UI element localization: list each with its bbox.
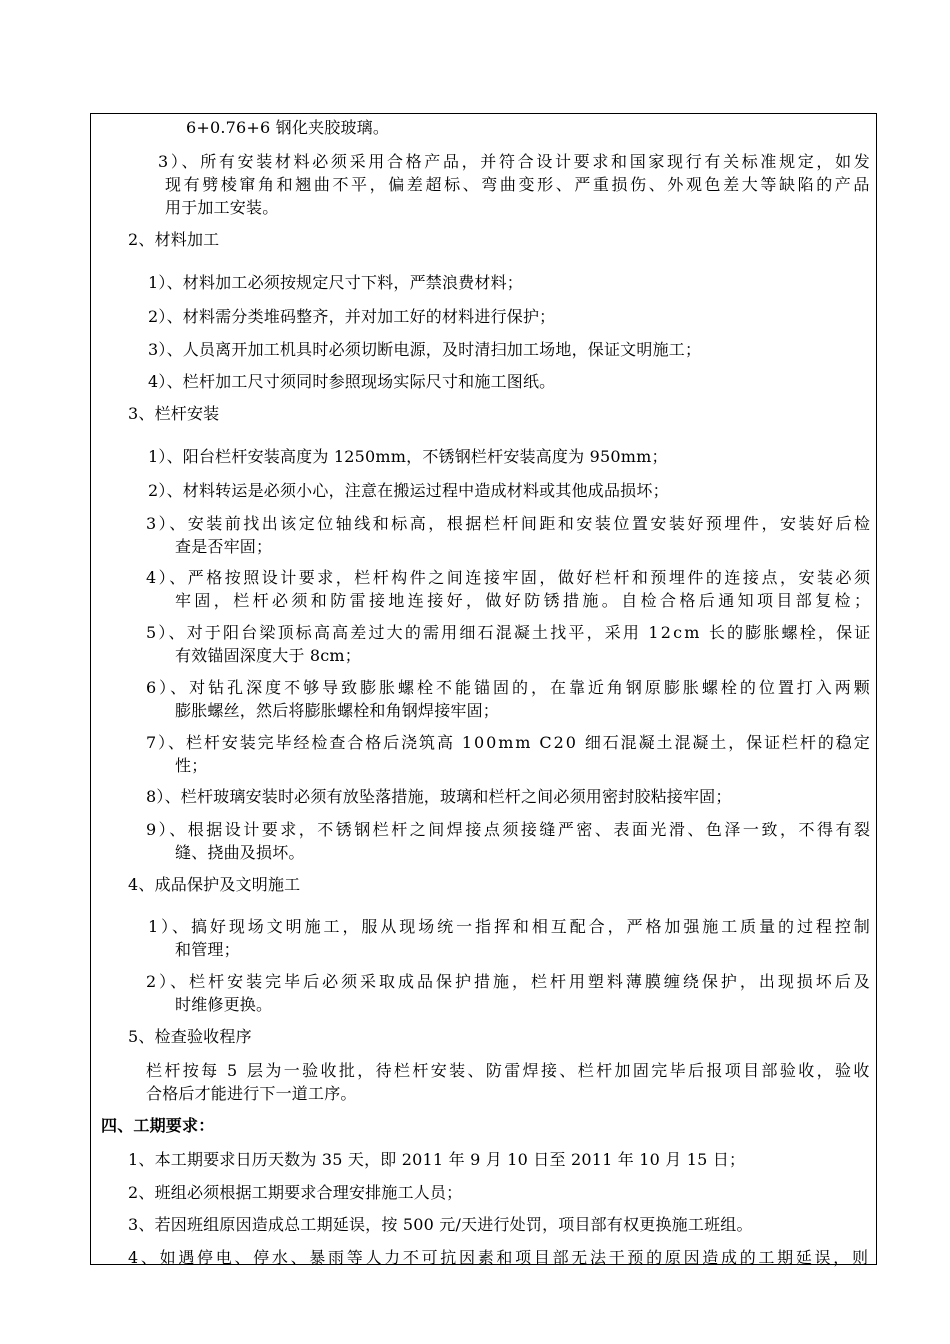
text-line: 用于加工安装。 (165, 198, 279, 217)
text-line: 栏杆按每 5 层为一验收批，待栏杆安装、防雷焊接、栏杆加固完毕后报项目部验收，验收 (146, 1061, 872, 1080)
text-line: 7）、栏杆安装完毕经检查合格后浇筑高 100mm C20 细石混凝土混凝土，保证栏杆的稳定 (146, 733, 872, 752)
text-line: 3、若因班组原因造成总工期延误，按 500 元/天进行处罚，项目部有权更换施工班组。 (128, 1215, 753, 1234)
text-line: 2）、栏杆安装完毕后必须采取成品保护措施，栏杆用塑料薄膜缠绕保护，出现损坏后及 (146, 972, 873, 991)
text-line: 3）、人员离开加工机具时必须切断电源，及时清扫加工场地，保证文明施工； (148, 340, 702, 359)
text-line: 3）、所有安装材料必须采用合格产品，并符合设计要求和国家现行有关标准规定，如发 (158, 152, 873, 171)
section-heading: 四、工期要求： (101, 1116, 215, 1135)
text-line: 1）、搞好现场文明施工，服从现场统一指挥和相互配合，严格加强施工质量的过程控制 (148, 917, 873, 936)
text-line: 2、班组必须根据工期要求合理安排施工人员； (128, 1183, 463, 1202)
text-line: 9）、根据设计要求，不锈钢栏杆之间焊接点须接缝严密、表面光滑、色泽一致，不得有裂 (146, 820, 873, 839)
text-line: 膨胀螺丝，然后将膨胀螺栓和角钢焊接牢固； (175, 701, 500, 720)
text-line: 查是否牢固； (175, 537, 273, 556)
text-line: 5）、对于阳台梁顶标高高差过大的需用细石混凝土找平，采用 12cm 长的膨胀螺栓，保证 (146, 623, 873, 642)
text-line: 时维修更换。 (175, 995, 273, 1014)
text-line: 4、成品保护及文明施工 (128, 875, 301, 894)
text-line: 2）、材料需分类堆码整齐，并对加工好的材料进行保护； (148, 307, 556, 326)
text-line: 合格后才能进行下一道工序。 (146, 1084, 357, 1103)
text-line: 4）、栏杆加工尺寸须同时参照现场实际尺寸和施工图纸。 (148, 372, 556, 391)
text-line: 6+0.76+6 钢化夹胶玻璃。 (186, 118, 390, 137)
text-line: 1）、阳台栏杆安装高度为 1250mm，不锈钢栏杆安装高度为 950mm； (148, 447, 668, 466)
text-line: 现有劈棱窜角和翘曲不平，偏差超标、弯曲变形、严重损伤、外观色差大等缺陷的产品 (165, 175, 873, 194)
text-line: 1）、材料加工必须按规定尺寸下料，严禁浪费材料； (148, 273, 523, 292)
text-line: 性； (175, 756, 208, 775)
text-line: 8）、栏杆玻璃安装时必须有放坠落措施，玻璃和栏杆之间必须用密封胶粘接牢固； (146, 787, 732, 806)
text-line: 有效锚固深度大于 8cm； (175, 646, 361, 665)
text-line: 4、如遇停电、停水、暴雨等人力不可抗因素和项目部无法干预的原因造成的工期延误，则 (128, 1248, 871, 1267)
text-line: 5、检查验收程序 (128, 1027, 252, 1046)
text-line: 和管理； (175, 940, 240, 959)
text-line: 2）、材料转运是必须小心，注意在搬运过程中造成材料或其他成品损坏； (148, 481, 669, 500)
text-line: 缝、挠曲及损坏。 (175, 843, 305, 862)
text-line: 6）、对钻孔深度不够导致膨胀螺栓不能锚固的，在靠近角钢原膨胀螺栓的位置打入两颗 (146, 678, 873, 697)
text-line: 2、材料加工 (128, 230, 220, 249)
text-line: 4）、严格按照设计要求，栏杆构件之间连接牢固，做好栏杆和预埋件的连接点，安装必须 (146, 568, 873, 587)
text-line: 3、栏杆安装 (128, 404, 220, 423)
text-line: 牢固，栏杆必须和防雷接地连接好，做好防锈措施。自检合格后通知项目部复检； (175, 591, 874, 610)
text-line: 3）、安装前找出该定位轴线和标高，根据栏杆间距和安装位置安装好预埋件，安装好后检 (146, 514, 873, 533)
text-line: 1、本工期要求日历天数为 35 天，即 2011 年 9 月 10 日至 2011 年 10 月 15 日； (128, 1150, 746, 1169)
